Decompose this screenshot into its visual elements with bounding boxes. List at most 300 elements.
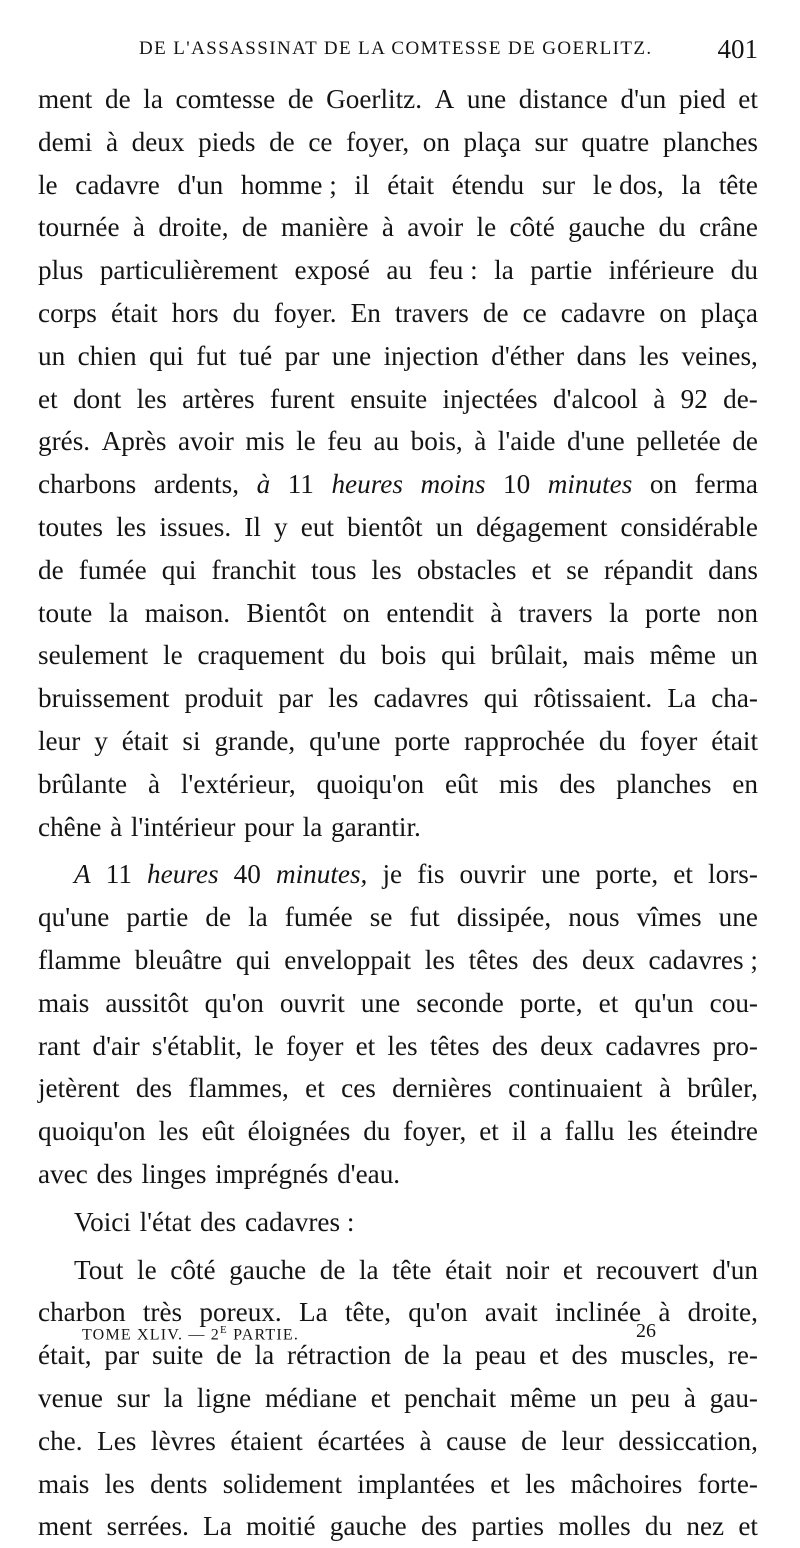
word: qu'on <box>408 1297 468 1328</box>
word: des <box>96 1158 133 1189</box>
word: de <box>521 1425 547 1456</box>
word: continuaient <box>508 1073 643 1104</box>
word: côté <box>509 212 555 243</box>
word: venue <box>38 1382 103 1413</box>
word: partie <box>530 255 593 286</box>
word: partie <box>126 902 189 933</box>
word: les <box>371 554 402 585</box>
word: au <box>373 426 400 457</box>
word: et <box>305 1073 325 1104</box>
word: foyer, <box>346 126 410 157</box>
word: il <box>511 1116 527 1147</box>
word: A <box>74 859 91 890</box>
text-line <box>38 249 758 292</box>
word: porte <box>394 725 451 756</box>
word: à <box>110 811 123 842</box>
word: quoiqu'on <box>316 768 425 799</box>
text-line <box>38 78 758 121</box>
word: à <box>381 212 394 243</box>
text-line <box>38 292 758 335</box>
text-line <box>38 939 758 982</box>
word: vîmes <box>636 902 702 933</box>
word: aussitôt <box>105 987 189 1018</box>
word: feu : <box>428 255 478 286</box>
word: Il <box>244 511 261 542</box>
word: qu'une <box>309 725 381 756</box>
word: et <box>490 1468 510 1499</box>
word: quoiqu'on <box>38 1116 146 1147</box>
text-line <box>38 378 758 421</box>
word: la <box>163 1382 184 1413</box>
word: un <box>435 511 463 542</box>
word: cadavres <box>373 683 469 714</box>
word: cadavre <box>75 169 160 200</box>
word: d'alcool <box>552 383 638 414</box>
word: penchait <box>404 1382 497 1413</box>
word: en <box>732 768 758 799</box>
word: à <box>105 126 119 157</box>
word: de <box>269 126 295 157</box>
word: flammes, <box>188 1073 289 1104</box>
word: leur <box>38 725 81 756</box>
word: la <box>494 255 514 286</box>
word: à <box>147 768 161 799</box>
word: furent <box>269 383 335 414</box>
word: s'établit, <box>151 1030 243 1061</box>
word: En <box>350 297 381 328</box>
word: une <box>360 987 401 1018</box>
word: d'éther <box>491 340 565 371</box>
word: la <box>248 902 268 933</box>
word: à <box>490 597 503 628</box>
word: deux <box>131 126 185 157</box>
word: rant <box>38 1030 81 1061</box>
word: éteindre <box>670 1116 758 1147</box>
word: et <box>598 987 619 1018</box>
word: re- <box>727 1340 758 1371</box>
word: du <box>644 1511 673 1542</box>
word: rapprochée <box>464 725 585 756</box>
word: pieds <box>198 126 256 157</box>
word: quatre <box>581 126 650 157</box>
word: tête <box>718 169 758 200</box>
page-number: 401 <box>717 34 758 64</box>
word: porte, <box>595 859 659 890</box>
word: sur <box>116 1382 150 1413</box>
text-line <box>38 506 758 549</box>
word: comtesse <box>175 84 276 114</box>
word: solidement <box>222 1468 343 1499</box>
text-line <box>38 634 758 677</box>
word: la <box>359 1254 379 1285</box>
word: bois, <box>410 426 463 457</box>
word: fut <box>409 902 440 933</box>
word: moins <box>420 469 486 500</box>
word: leur <box>561 1425 604 1456</box>
word: crâne <box>699 212 758 243</box>
word: au <box>386 255 413 286</box>
text-line <box>38 763 758 806</box>
word: de <box>404 1340 430 1371</box>
word: maison. <box>144 597 231 628</box>
text-line <box>38 677 758 720</box>
word: cadavres <box>605 1030 701 1061</box>
word: dont <box>72 383 122 414</box>
text-line <box>38 1153 758 1196</box>
word: mis <box>245 426 285 457</box>
text-line <box>38 982 758 1025</box>
word: du <box>232 297 260 328</box>
word: avait <box>484 1297 538 1328</box>
word: ferma <box>694 469 758 500</box>
word: la <box>681 169 702 200</box>
word: pro- <box>712 1030 758 1061</box>
word: rétraction <box>287 1340 392 1371</box>
word: travers <box>518 597 593 628</box>
word: implantées <box>357 1468 476 1499</box>
word: les <box>638 340 670 371</box>
word: lors- <box>708 859 758 890</box>
word: brûlait, <box>490 640 569 671</box>
word: la <box>442 1340 463 1371</box>
word: le <box>163 640 183 671</box>
word: La <box>203 1511 232 1542</box>
word: de <box>241 212 268 243</box>
word: seulement <box>38 640 149 671</box>
word: qui <box>149 340 184 371</box>
word: avoir <box>407 212 464 243</box>
word: du <box>598 725 627 756</box>
word: ment <box>38 84 93 114</box>
word: bleuâtre <box>134 944 223 975</box>
word: bientôt <box>347 511 423 542</box>
word: il <box>354 169 370 200</box>
word: cadavres : <box>244 1206 355 1237</box>
word: planches <box>616 768 712 799</box>
word: sur <box>534 126 568 157</box>
word: pied <box>678 84 726 114</box>
word: heures <box>147 859 219 890</box>
word: brûlante <box>38 768 128 799</box>
word: feu <box>327 426 362 457</box>
word: foyer <box>639 725 698 756</box>
word: la <box>608 597 629 628</box>
word: des <box>200 1206 237 1237</box>
word: La <box>298 1297 328 1328</box>
word: et <box>539 1340 559 1371</box>
word: Après <box>101 426 167 457</box>
word: nous <box>568 902 620 933</box>
word: mais <box>38 987 90 1018</box>
word: ce <box>308 126 333 157</box>
word: travers <box>394 297 469 328</box>
word: et <box>738 1511 758 1542</box>
word: poreux. <box>199 1297 282 1328</box>
word: cou- <box>709 987 758 1018</box>
word: manière <box>280 212 369 243</box>
word: l'extérieur, <box>180 768 296 799</box>
word: un <box>730 640 758 671</box>
word: du <box>363 1116 391 1147</box>
word: toute <box>38 597 93 628</box>
word: ces <box>341 1073 376 1104</box>
word: garantir. <box>331 811 421 842</box>
word: était <box>387 169 434 200</box>
word: et <box>370 1382 391 1413</box>
word: à <box>653 383 666 414</box>
text-line <box>38 592 758 635</box>
word: on <box>422 126 450 157</box>
text-line <box>38 720 758 763</box>
word: imprégnés <box>215 1158 329 1189</box>
word: les <box>104 1468 135 1499</box>
word: muscles, <box>620 1340 715 1371</box>
word: le <box>38 169 58 200</box>
word: forte- <box>697 1468 758 1499</box>
word: et <box>738 84 758 114</box>
word: plus <box>38 255 84 286</box>
word: dans <box>576 340 627 371</box>
word: l'aide <box>497 426 556 457</box>
word: une <box>331 340 372 371</box>
word: des <box>532 944 569 975</box>
text-line <box>38 1110 758 1153</box>
word: ligne <box>196 1382 252 1413</box>
word: y <box>94 725 108 756</box>
word: les <box>116 511 147 542</box>
word: et <box>355 1030 376 1061</box>
word: très <box>142 1297 183 1328</box>
word: recouvert <box>596 1254 699 1285</box>
word: qui <box>161 554 197 585</box>
word: veines, <box>681 340 758 371</box>
word: était, <box>38 1340 92 1371</box>
word: tête, <box>344 1297 391 1328</box>
word: minutes <box>547 469 633 500</box>
word: peau <box>474 1340 527 1371</box>
word: eût <box>201 1116 235 1147</box>
word: che. <box>38 1425 83 1456</box>
word: de <box>105 84 131 114</box>
word: une <box>466 84 507 114</box>
word: la <box>254 1340 275 1371</box>
word: à <box>658 1297 671 1328</box>
word: côté <box>170 1254 216 1285</box>
word: à <box>419 1425 432 1456</box>
word: des <box>559 768 596 799</box>
word: Goerlitz. <box>326 84 423 114</box>
text-line <box>38 1067 758 1110</box>
word: à <box>683 1382 696 1413</box>
running-title: DE L'ASSASSINAT DE LA COMTESSE DE GOERLITZ. <box>139 38 653 59</box>
word: issues. <box>159 511 232 542</box>
word: charbon <box>38 1297 126 1328</box>
word: qu'un <box>634 987 694 1018</box>
word: mâchoires <box>570 1468 683 1499</box>
word: d'une <box>566 426 625 457</box>
word: mais <box>583 640 635 671</box>
word: étaient <box>230 1425 303 1456</box>
text-line <box>38 1505 758 1548</box>
word: du <box>658 212 686 243</box>
word: une <box>541 859 581 890</box>
word: se <box>369 902 393 933</box>
word: l'état <box>139 1206 192 1237</box>
word: la <box>302 811 323 842</box>
word: homme ; <box>240 169 337 200</box>
word: d'un <box>620 84 667 114</box>
page-footer <box>40 1318 760 1350</box>
word: foyer. <box>273 297 337 328</box>
word: heures <box>331 469 403 500</box>
word: peu <box>630 1382 671 1413</box>
signature-mark: 26 <box>636 1320 656 1342</box>
text-line <box>38 549 758 592</box>
text-line <box>38 206 758 249</box>
word: gau- <box>709 1382 758 1413</box>
word: ardents, <box>153 469 240 500</box>
word: La <box>667 683 697 714</box>
word: cadavre <box>560 297 646 328</box>
text-line <box>38 853 758 896</box>
word: bois <box>381 640 427 671</box>
word: et <box>479 1116 499 1147</box>
word: le <box>254 1030 274 1061</box>
word: corps <box>38 297 97 328</box>
word: d'un <box>712 1254 758 1285</box>
word: cha- <box>711 683 758 714</box>
word: produit <box>184 683 264 714</box>
word: exposé <box>294 255 370 286</box>
word: des <box>420 1511 458 1542</box>
word: demi <box>38 126 93 157</box>
word: lèvres <box>150 1425 216 1456</box>
word: entendit <box>386 597 474 628</box>
word: Les <box>97 1425 137 1456</box>
word: je <box>382 859 403 890</box>
word: nez <box>686 1511 725 1542</box>
word: tournée <box>38 212 120 243</box>
word: les <box>387 1030 418 1061</box>
word: tous <box>311 554 357 585</box>
word: pour <box>244 811 294 842</box>
word: flamme <box>38 944 122 975</box>
word: charbons <box>38 469 137 500</box>
word: cadavres ; <box>648 944 758 975</box>
word: deux <box>581 944 635 975</box>
word: molles <box>558 1511 631 1542</box>
word: dents <box>150 1468 208 1499</box>
word: à <box>256 469 271 500</box>
word: même <box>509 1382 577 1413</box>
word: suite <box>151 1340 204 1371</box>
text-line <box>38 1420 758 1463</box>
word: bruissement <box>38 683 170 714</box>
word: le <box>296 426 316 457</box>
word: la <box>108 597 129 628</box>
word: craquement <box>197 640 325 671</box>
word: 92 <box>680 383 708 414</box>
word: tête <box>392 1254 432 1285</box>
word: et <box>38 383 58 414</box>
word: eût <box>444 768 479 799</box>
text-line <box>38 806 758 849</box>
word: à <box>132 212 145 243</box>
word: écartées <box>317 1425 405 1456</box>
word: fumée <box>284 902 353 933</box>
word: d'un <box>177 169 224 200</box>
word: un <box>590 1382 618 1413</box>
word: ce <box>522 297 547 328</box>
word: fut <box>196 340 227 371</box>
word: était <box>121 725 169 756</box>
word: étendu <box>451 169 525 200</box>
word: était <box>711 725 758 756</box>
word: fumée <box>78 554 147 585</box>
word: du <box>339 640 367 671</box>
page-header <box>40 34 760 70</box>
word: et <box>562 1254 583 1285</box>
word: cause <box>446 1425 507 1456</box>
word: les <box>424 944 455 975</box>
word: mis <box>499 768 539 799</box>
word: rôtissaient. <box>533 683 653 714</box>
word: chêne <box>38 811 102 842</box>
word: de <box>287 84 314 114</box>
word: qu'on <box>204 987 264 1018</box>
word: gauche <box>229 1254 307 1285</box>
text-line <box>38 1249 758 1292</box>
word: deux <box>540 1030 594 1061</box>
word: porte <box>644 597 701 628</box>
word: on <box>342 597 370 628</box>
word: franchit <box>211 554 297 585</box>
word: et <box>531 554 552 585</box>
word: considérable <box>620 511 758 542</box>
word: les <box>158 1116 189 1147</box>
volume-label <box>82 1324 299 1344</box>
word: 11 <box>105 859 132 890</box>
word: à <box>658 1073 671 1104</box>
word: 40 <box>233 859 261 890</box>
word: grés. <box>38 426 91 457</box>
volume-superscript: E <box>220 1324 228 1336</box>
word: chien <box>77 340 137 371</box>
word: y <box>274 511 288 542</box>
word: particulièrement <box>99 255 278 286</box>
word: 10 <box>502 469 531 500</box>
word: foyer, <box>403 1116 467 1147</box>
word: un <box>38 340 66 371</box>
word: porte, <box>519 987 583 1018</box>
text-line <box>38 1377 758 1420</box>
word: planches <box>662 126 758 157</box>
word: mais <box>38 1468 90 1499</box>
word: plaça <box>463 126 521 157</box>
text-line <box>38 463 758 506</box>
word: médiane <box>264 1382 358 1413</box>
word: ensuite <box>350 383 428 414</box>
word: ouvrit <box>279 987 345 1018</box>
word: a <box>539 1116 552 1147</box>
word: inclinée <box>554 1297 642 1328</box>
word: enveloppait <box>284 944 412 975</box>
text-line <box>38 1025 758 1068</box>
word: dans <box>708 554 758 585</box>
volume-prefix: TOME XLIV. — 2 <box>82 1326 220 1344</box>
word: linges <box>141 1158 207 1189</box>
word: grande, <box>214 725 296 756</box>
